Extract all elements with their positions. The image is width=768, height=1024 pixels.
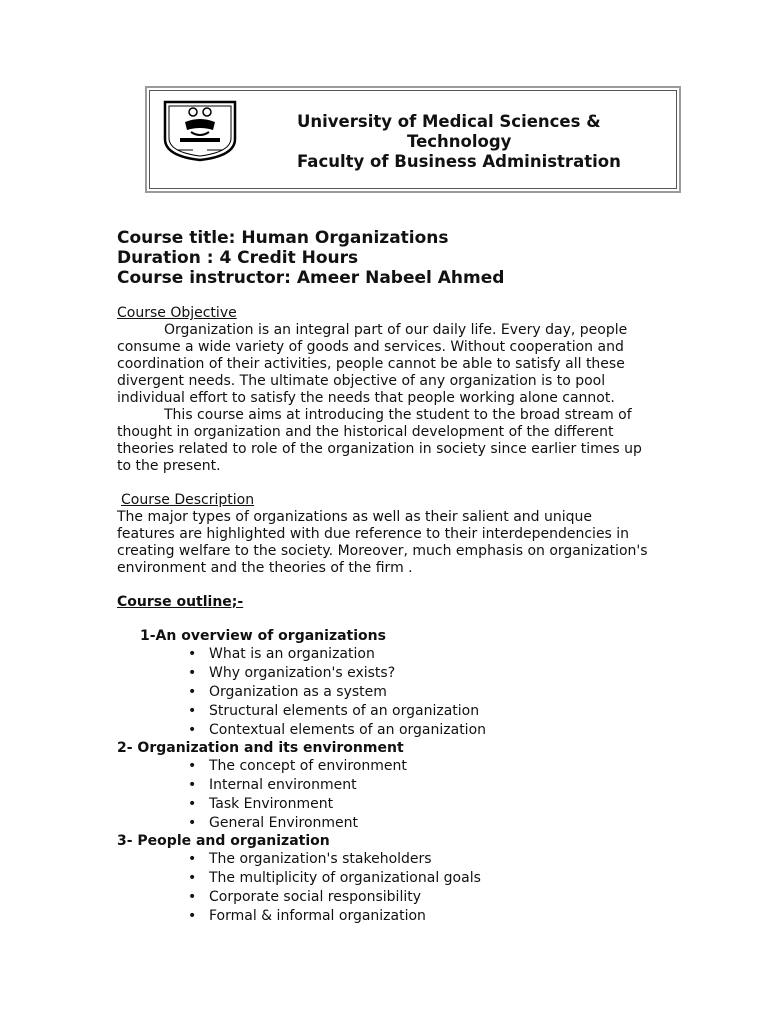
list-item: • The concept of environment (117, 757, 717, 776)
outline-section-title: 1-An overview of organizations (140, 628, 386, 644)
list-item: • The organization's stakeholders (117, 850, 717, 869)
course-instructor: Course instructor: Ameer Nabeel Ahmed (117, 268, 505, 288)
list-item: • Corporate social responsibility (117, 888, 717, 907)
description-line: creating welfare to the society. Moreover, much emphasis on organization's (117, 543, 648, 559)
university-logo (155, 94, 245, 164)
faculty-name: Faculty of Business Administration (297, 152, 621, 171)
outline-list (117, 645, 717, 740)
course-outline-section (117, 594, 717, 611)
objective-line: coordination of their activities, people cannot be able to satisfy all these (117, 356, 625, 372)
list-item: • Task Environment (117, 795, 717, 814)
list-item: • What is an organization (117, 645, 717, 664)
course-objective-heading: Course Objective (117, 305, 237, 321)
header-text (297, 112, 667, 172)
objective-line: Organization is an integral part of our daily life. Every day, people (164, 322, 628, 338)
course-description-heading: Course Description (121, 492, 255, 508)
list-item: • Structural elements of an organization (117, 702, 717, 721)
course-description-text (117, 509, 717, 577)
list-item: • Internal environment (117, 776, 717, 795)
objective-line: This course aims at introducing the student to the broad stream of (164, 407, 632, 423)
description-line: features are highlighted with due reference to their interdependencies in (117, 526, 630, 542)
course-title: Course title: Human Organizations (117, 228, 449, 248)
objective-line: to the present. (117, 458, 221, 474)
list-item: • General Environment (117, 814, 717, 833)
description-line: environment and the theories of the firm . (117, 560, 413, 576)
outline-section-title: 3- People and organization (117, 833, 330, 849)
list-item: • Why organization's exists? (117, 664, 717, 683)
outline-list (117, 850, 717, 926)
university-name-cont: Technology (407, 132, 512, 151)
objective-line: individual effort to satisfy the needs that people working alone cannot. (117, 390, 615, 406)
description-line: The major types of organizations as well as their salient and unique (117, 509, 593, 525)
objective-line: thought in organization and the historical development of the different (117, 424, 614, 440)
course-outline-heading: Course outline;- (117, 594, 244, 610)
course-duration: Duration : 4 Credit Hours (117, 248, 359, 268)
course-objective-section (117, 305, 717, 475)
course-objective-text (117, 322, 717, 475)
course-info (117, 228, 504, 288)
outline-list (117, 757, 717, 833)
list-item: • The multiplicity of organizational goals (117, 869, 717, 888)
list-item: • Contextual elements of an organization (117, 721, 717, 740)
objective-line: consume a wide variety of goods and services. Without cooperation and (117, 339, 624, 355)
course-description-section (117, 492, 717, 577)
list-item: • Organization as a system (117, 683, 717, 702)
university-name: University of Medical Sciences & (297, 112, 601, 131)
outline-section-title: 2- Organization and its environment (117, 740, 404, 756)
objective-line: theories related to role of the organization in society since earlier times up (117, 441, 642, 457)
list-item: • Formal & informal organization (117, 907, 717, 926)
header-box (145, 86, 681, 193)
outline-section-1 (117, 628, 717, 926)
objective-line: divergent needs. The ultimate objective of any organization is to pool (117, 373, 606, 389)
